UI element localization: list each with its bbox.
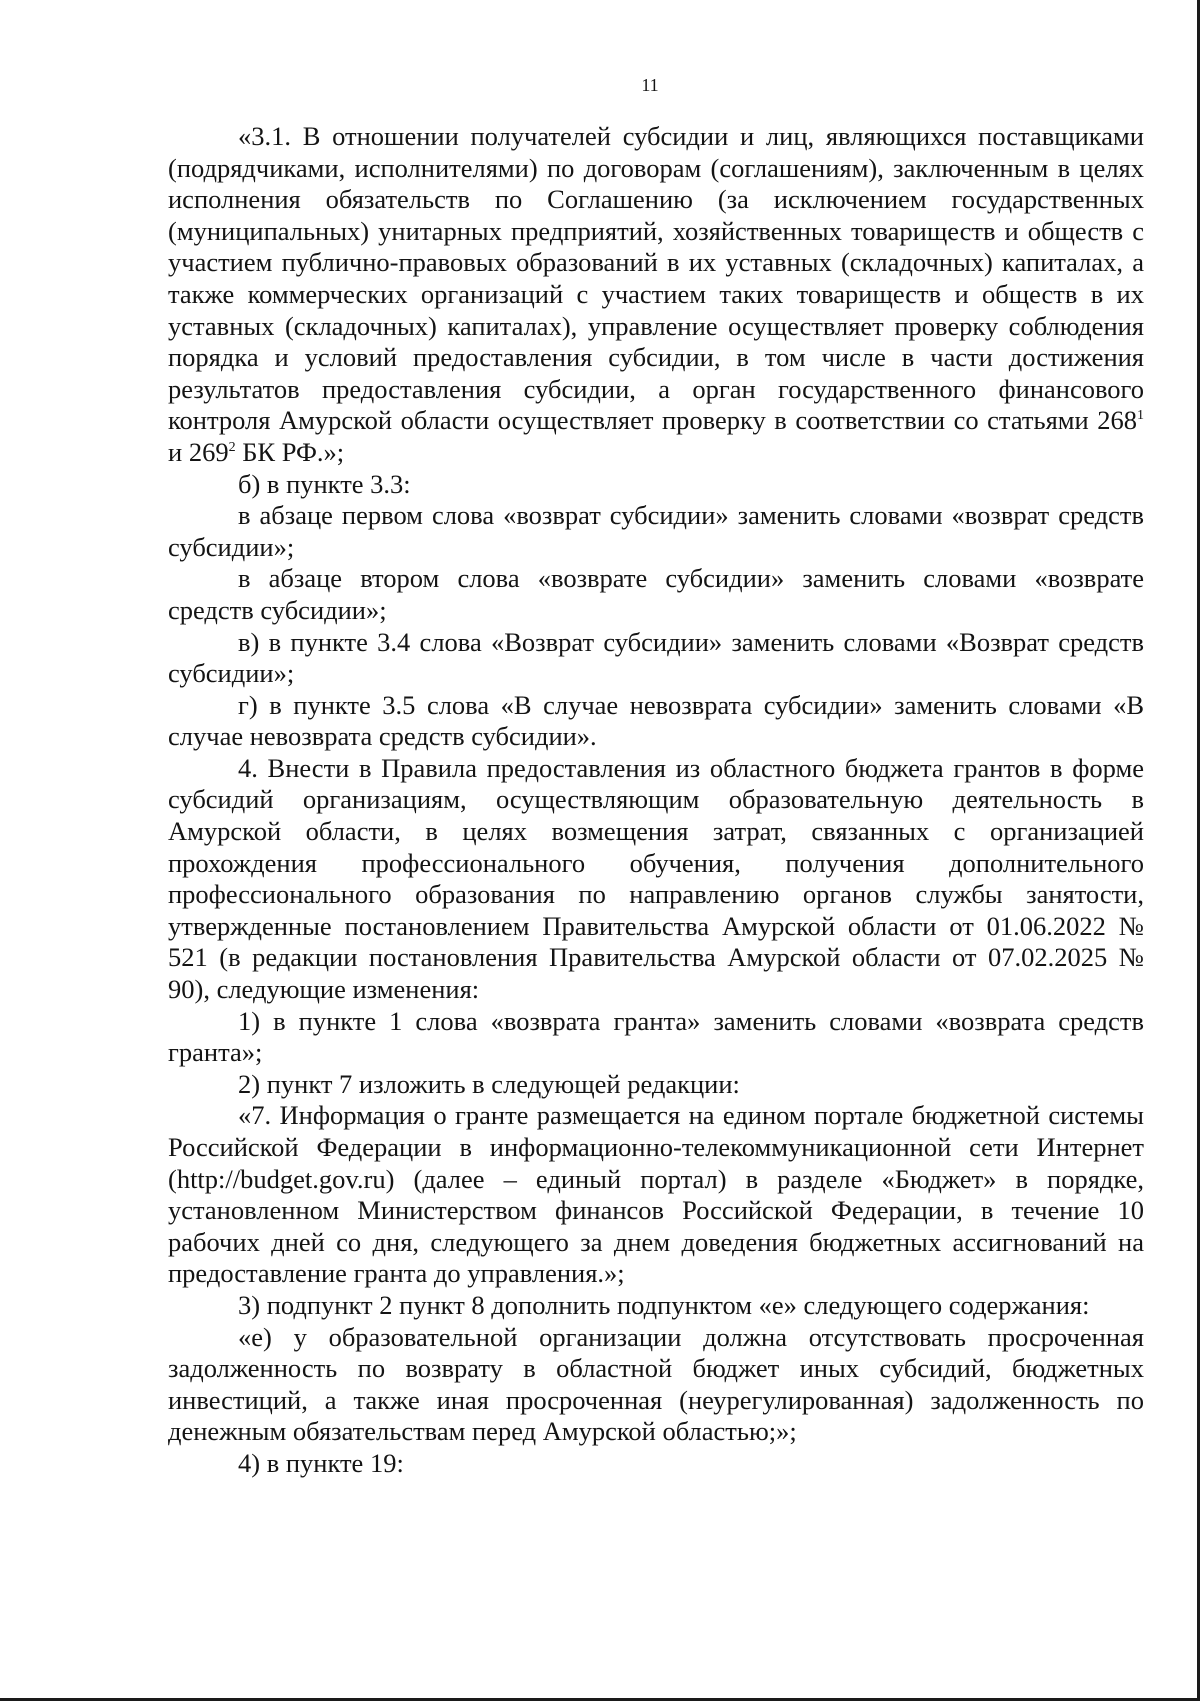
paragraph-4-3: 3) подпункт 2 пункт 8 дополнить подпунктом «е» следующего содержания:	[238, 1289, 1090, 1320]
paragraph-e-quote: «е) у образовательной организации должна отсутствовать просроченная задолженность по возврату в областной бюджет иных субсидий, бюджетных инвестиций, а также иная просроченная (неурегулированная) задолженность по денежным обязательствам перед Амурской областью;»;	[168, 1321, 1144, 1447]
paragraph-v: в) в пункте 3.4 слова «Возврат субсидии» заменить словами «Возврат средств субсидии»;	[168, 626, 1144, 689]
superscript-2: 2	[228, 440, 236, 456]
paragraph-4: 4. Внести в Правила предоставления из областного бюджета грантов в форме субсидий организациям, осуществляющим образовательную деятельность в Амурской области, в целях возмещения затрат, связанных с организацией прохождения профессионального обучения, получения дополнительного профессионального образования по направлению органов службы занятости, утвержденные постановлением Правительства Амурской области от 01.06.2022 № 521 (в редакции постановления Правительства Амурской области от 07.02.2025 № 90), следующие изменения:	[168, 752, 1144, 1005]
paragraph-4-2: 2) пункт 7 изложить в следующей редакции:	[238, 1068, 740, 1099]
page-number: 11	[641, 75, 659, 95]
paragraph-4-1: 1) в пункте 1 слова «возврата гранта» заменить словами «возврата средств гранта»;	[168, 1005, 1144, 1068]
paragraph-4-4: 4) в пункте 19:	[238, 1447, 404, 1478]
article-number-269: 269	[188, 436, 229, 467]
document-body	[168, 121, 1144, 1480]
paragraph-3-1-ending: БК РФ.»;	[235, 436, 345, 467]
conjunction-and: и	[168, 436, 189, 467]
paragraph-b: б) в пункте 3.3:	[238, 468, 411, 499]
article-number-268: 268	[1097, 405, 1138, 436]
paragraph-g: г) в пункте 3.5 слова «В случае невозврата субсидии» заменить словами «В случае невозврата средств субсидии».	[168, 689, 1144, 752]
superscript-1: 1	[1137, 408, 1145, 424]
paragraph-7-quote: «7. Информация о гранте размещается на едином портале бюджетной системы Российской Федерации в информационно-телекоммуникационной сети Интернет (http://budget.gov.ru) (далее – единый портал) в разделе «Бюджет» в порядке, установленном Министерством финансов Российской Федерации, в течение 10 рабочих дней со дня, следующего за днем доведения бюджетных ассигнований на предоставление гранта до управления.»;	[168, 1100, 1144, 1289]
paragraph-3-1	[168, 121, 1144, 469]
paragraph-abzac-1: в абзаце первом слова «возврат субсидии» заменить словами «возврат средств субсидии»;	[168, 500, 1144, 562]
paragraph-3-1-text: «3.1. В отношении получателей субсидии и лиц, являющихся поставщиками (подрядчиками, исполнителями) по договорам (соглашениям), заключенным в целях исполнения обязательств по Соглашению (за исключением государственных (муниципальных) унитарных предприятий, хозяйственных товариществ и обществ с участием публично-правовых образований в их уставных (складочных) капиталах, а также коммерческих организаций с участием таких товариществ и обществ в их уставных (складочных) капиталах), управление осуществляет проверку соблюдения порядка и условий предоставления субсидии, в том числе в части достижения результатов предоставления субсидии, а орган государственного финансового контроля Амурской области осуществляет проверку в соответствии со статьями	[168, 121, 1144, 436]
paragraph-abzac-2: в абзаце втором слова «возврате субсидии» заменить словами «возврате средств субсидии»;	[168, 563, 1144, 625]
